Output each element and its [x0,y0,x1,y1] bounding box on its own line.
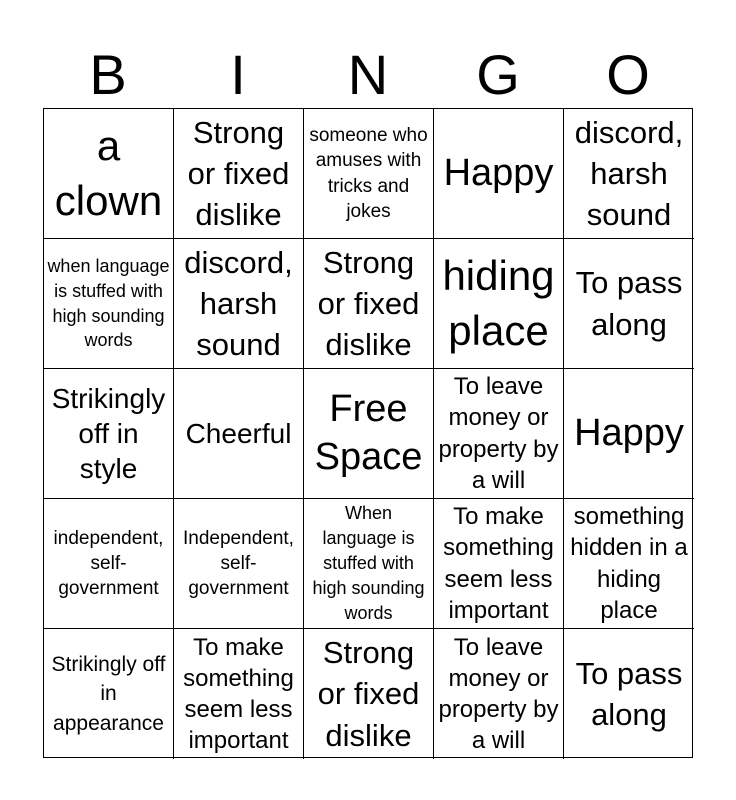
bingo-cell-r2c5: To pass along [564,239,694,369]
bingo-cell-r2c2: discord, harsh sound [174,239,304,369]
bingo-cell-r4c3: When language is stuffed with high sounding words [304,499,434,629]
bingo-cell-r1c3: someone who amuses with tricks and jokes [304,109,434,239]
bingo-cell-r4c1: independent, self-government [44,499,174,629]
bingo-cell-r2c4: hiding place [434,239,564,369]
bingo-cell-r1c1: a clown [44,109,174,239]
header-letter-b: B [89,43,127,106]
header-letter-n: N [347,43,389,106]
bingo-cell-r2c1: when language is stuffed with high sounding words [44,239,174,369]
bingo-cell-r3c2: Cheerful [174,369,304,499]
bingo-cell-r5c1: Strikingly off in appearance [44,629,174,759]
bingo-cell-r1c5: discord, harsh sound [564,109,694,239]
bingo-header [43,42,693,108]
header-letter-i: I [230,43,246,106]
bingo-cell-r2c3: Strong or fixed dislike [304,239,434,369]
header-letter-g: G [476,43,520,106]
bingo-cell-r4c4: To make something seem less important [434,499,564,629]
bingo-cell-r3c1: Strikingly off in style [44,369,174,499]
bingo-cell-r4c5: something hidden in a hiding place [564,499,694,629]
bingo-cell-r5c5: To pass along [575,655,683,732]
bingo-cell-r4c2: Independent, self-government [174,499,304,629]
bingo-cell-r3c4: To leave money or property by a will [434,369,564,499]
bingo-cell-r1c4: Happy [434,109,564,239]
bingo-cell-r1c2: Strong or fixed dislike [174,109,304,239]
header-letter-o: O [606,43,650,106]
bingo-cell-r5c3: Strong or fixed dislike [304,629,434,759]
bingo-board [43,108,693,758]
bingo-cell-r3c3: Free Space [304,369,434,499]
bingo-cell-r3c5: Happy [564,369,694,499]
bingo-cell-r5c4: To leave money or property by a will [434,629,564,759]
bingo-cell-r5c2: To make something seem less important [174,629,304,759]
